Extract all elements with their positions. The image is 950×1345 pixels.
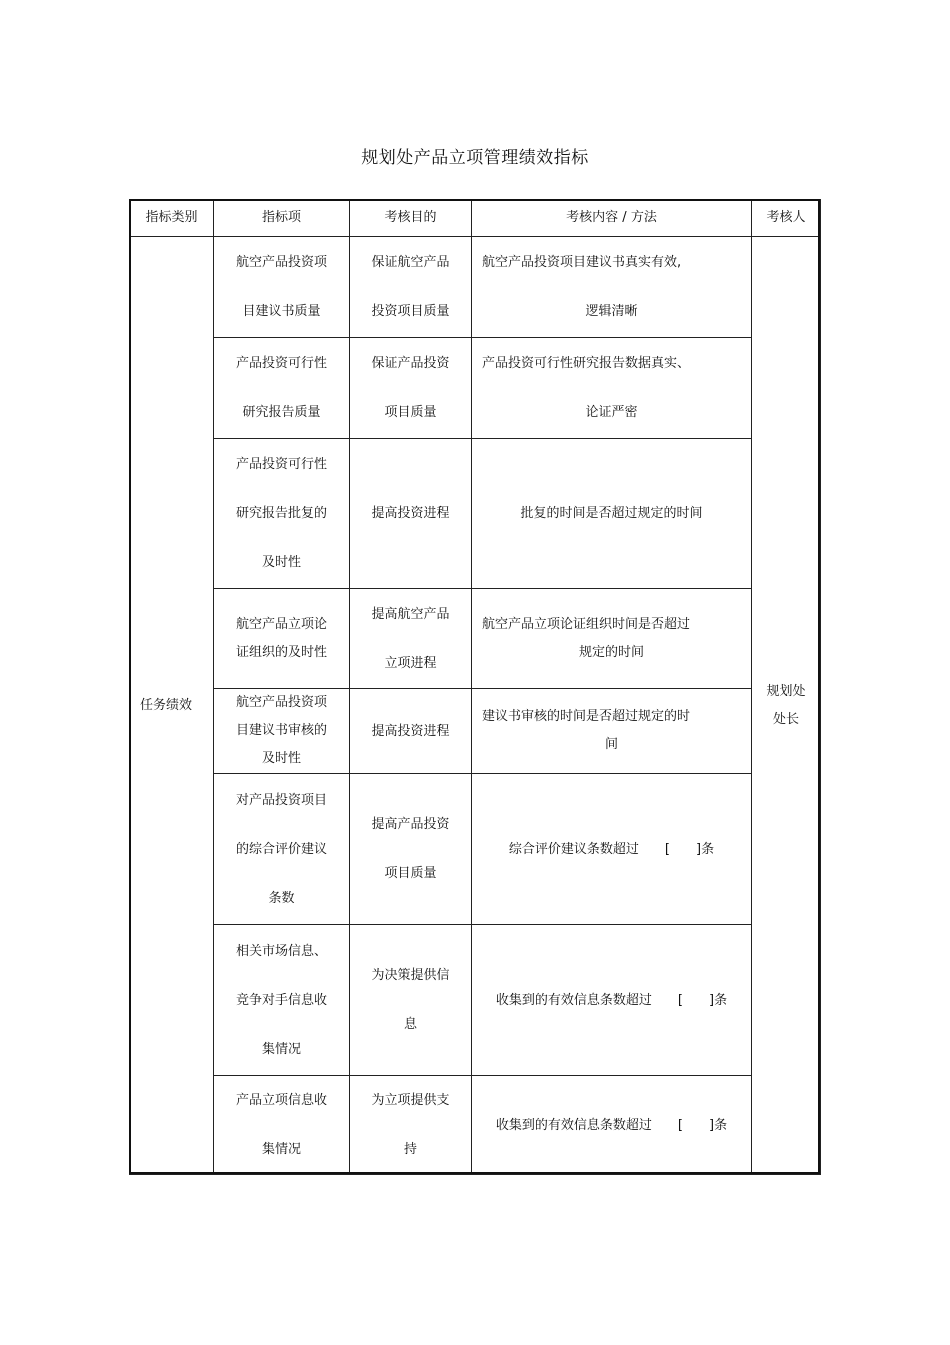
goal-line: 保证产品投资 (371, 356, 450, 371)
table-row (130, 338, 821, 439)
header-item: 指标项 (214, 200, 350, 237)
table-row (130, 439, 821, 589)
goal-line: 项目质量 (384, 405, 437, 420)
item-line: 产品立项信息收 (235, 1093, 327, 1108)
header-method: 考核内容 / 方法 (472, 200, 752, 237)
goal-cell: 提高投资进程 (350, 439, 472, 589)
item-line: 及时性 (261, 751, 301, 766)
method-line: 航空产品投资项目建议书真实有效, (482, 255, 682, 270)
item-line: 航空产品投资项 (235, 255, 327, 270)
assessor-line: 规划处 (766, 683, 806, 699)
item-cell (214, 589, 350, 689)
table-row (130, 689, 821, 774)
item-line: 对产品投资项目 (235, 792, 327, 808)
goal-line: 为决策提供信 (371, 968, 450, 983)
goal-line: 投资项目质量 (371, 304, 450, 319)
assessor-line: 处长 (772, 711, 799, 727)
table-row (130, 774, 821, 925)
goal-line: 保证航空产品 (371, 255, 450, 270)
item-line: 航空产品立项论 (235, 616, 327, 632)
goal-cell (350, 338, 472, 439)
method-cell: 收集到的有效信息条数超过 [ ]条 (472, 925, 752, 1076)
item-line: 相关市场信息、 (235, 943, 327, 959)
item-cell (214, 338, 350, 439)
header-assessor: 考核人 (752, 200, 821, 237)
item-cell (214, 1076, 350, 1175)
item-line: 产品投资可行性 (235, 356, 327, 371)
goal-line: 项目质量 (384, 866, 437, 881)
item-line: 竞争对手信息收 (235, 992, 327, 1008)
item-line: 研究报告批复的 (235, 506, 327, 521)
method-cell: 收集到的有效信息条数超过 [ ]条 (472, 1076, 752, 1175)
item-line: 的综合评价建议 (235, 841, 327, 857)
method-line: 产品投资可行性研究报告数据真实、 (482, 356, 691, 371)
document-title: 规划处产品立项管理绩效指标 (361, 148, 589, 168)
item-cell (214, 439, 350, 589)
method-line: 建议书审核的时间是否超过规定的时 (482, 709, 691, 724)
method-line: 航空产品立项论证组织时间是否超过 (482, 616, 691, 632)
item-cell (214, 925, 350, 1076)
goal-cell (350, 237, 472, 338)
item-line: 集情况 (261, 1142, 301, 1157)
item-cell (214, 689, 350, 774)
goal-line: 持 (403, 1142, 417, 1157)
goal-line: 息 (403, 1017, 417, 1032)
item-line: 研究报告质量 (242, 405, 321, 420)
goal-cell (350, 774, 472, 925)
goal-cell (350, 925, 472, 1076)
assessor-cell (752, 237, 821, 1175)
table-row (130, 1076, 821, 1175)
header-category: 指标类别 (130, 200, 214, 237)
item-line: 及时性 (261, 555, 301, 570)
goal-line: 提高产品投资 (371, 817, 450, 832)
table-header-row (130, 200, 821, 237)
item-line: 证组织的及时性 (235, 644, 327, 660)
header-goal: 考核目的 (350, 200, 472, 237)
item-line: 目建议书质量 (242, 304, 321, 319)
method-line: 论证严密 (585, 405, 638, 420)
item-line: 集情况 (261, 1041, 301, 1057)
table-row (130, 237, 821, 338)
method-cell (472, 689, 752, 774)
method-cell: 综合评价建议条数超过 [ ]条 (472, 774, 752, 925)
goal-cell: 提高投资进程 (350, 689, 472, 774)
item-line: 目建议书审核的 (235, 723, 327, 738)
goal-cell (350, 1076, 472, 1175)
method-cell (472, 237, 752, 338)
goal-line: 立项进程 (384, 655, 437, 671)
table-row (130, 589, 821, 689)
item-cell (214, 237, 350, 338)
item-line: 条数 (268, 890, 295, 906)
category-cell: 任务绩效 (130, 237, 214, 1175)
item-cell (214, 774, 350, 925)
goal-line: 提高航空产品 (371, 606, 450, 622)
goal-line: 为立项提供支 (371, 1093, 450, 1108)
goal-cell (350, 589, 472, 689)
method-line: 逻辑清晰 (585, 304, 638, 319)
method-cell (472, 338, 752, 439)
method-line: 间 (604, 737, 618, 752)
method-line: 规定的时间 (578, 644, 644, 660)
method-cell (472, 589, 752, 689)
kpi-table (129, 199, 821, 1175)
method-cell: 批复的时间是否超过规定的时间 (472, 439, 752, 589)
item-line: 产品投资可行性 (235, 457, 327, 472)
item-line: 航空产品投资项 (235, 695, 327, 710)
table-row (130, 925, 821, 1076)
